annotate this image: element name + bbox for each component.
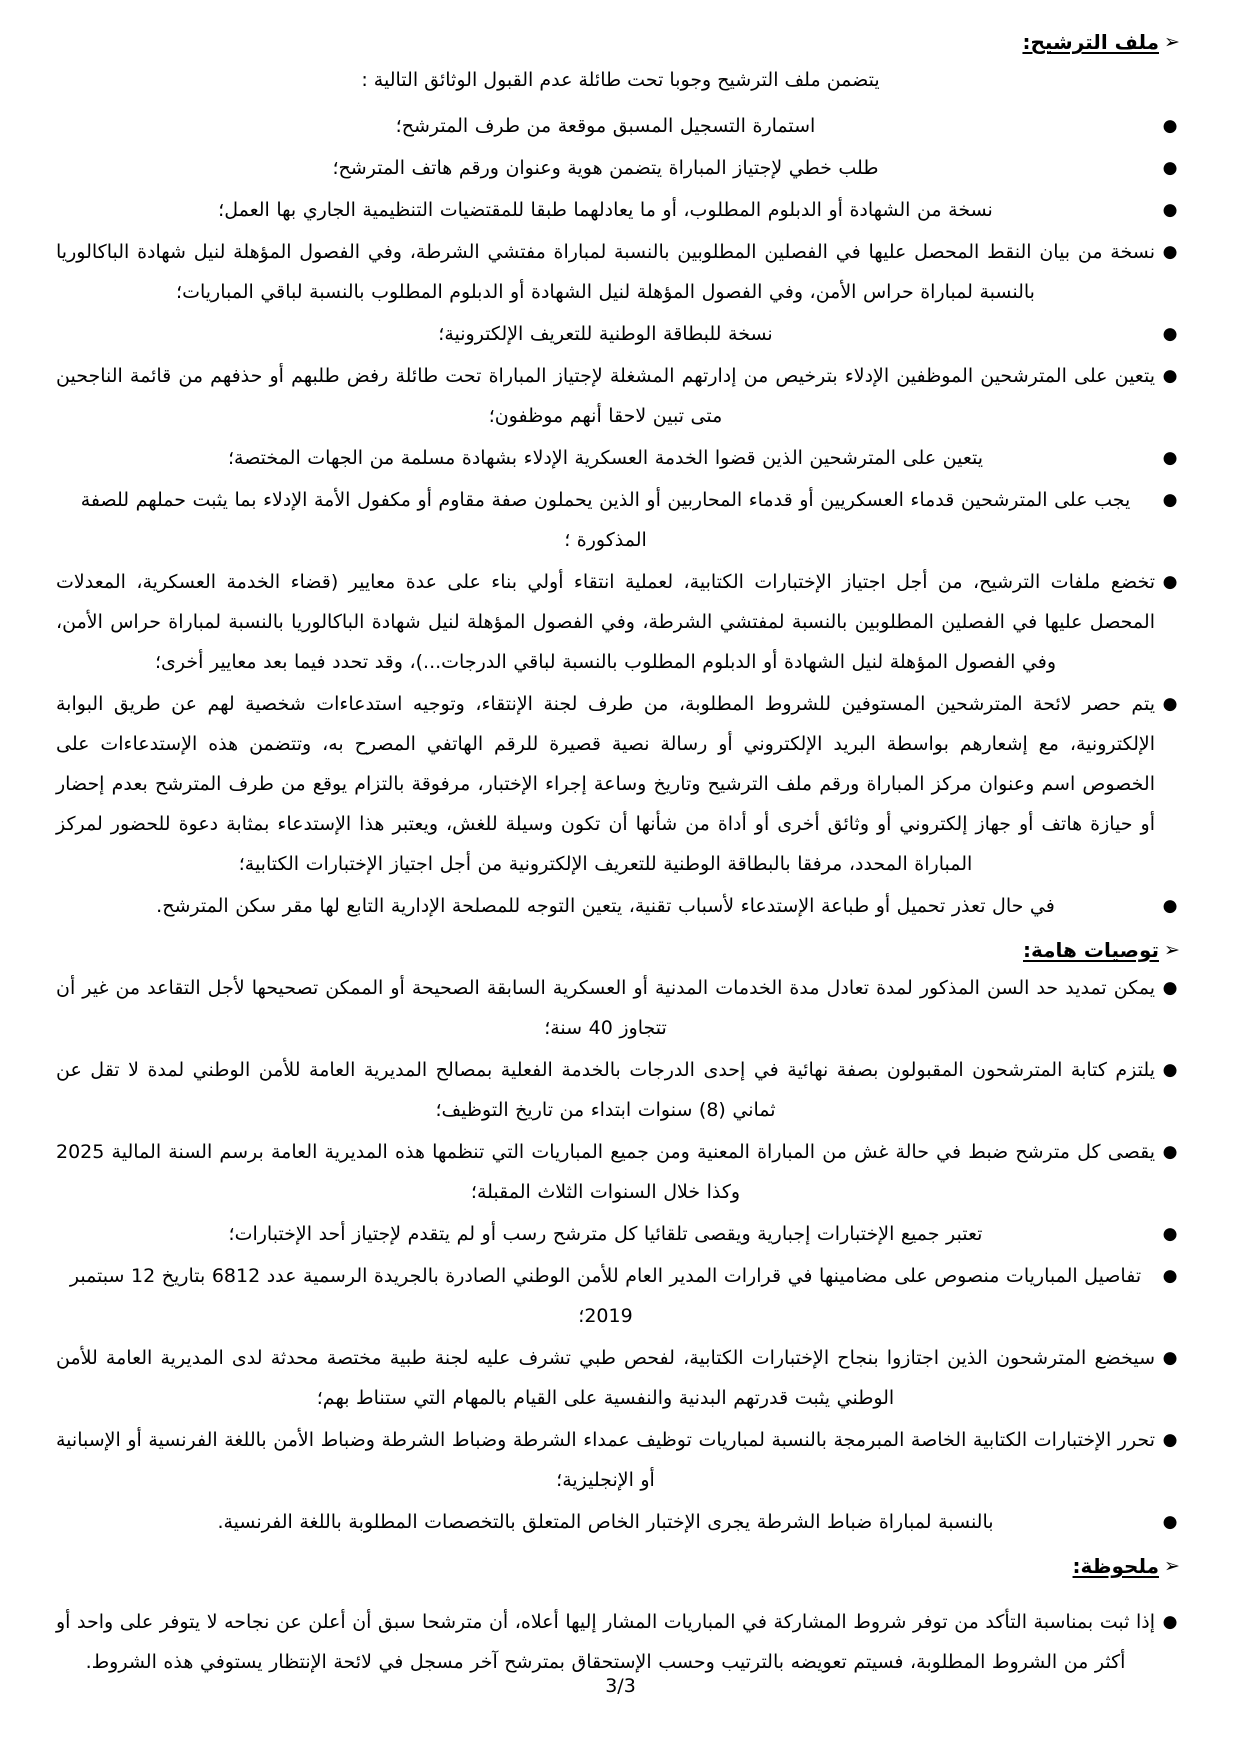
list-item — [56, 1420, 1185, 1500]
list-item-text: يتعين على المترشحين الذين قضوا الخدمة العسكرية الإدلاء بشهادة مسلمة من الجهات المختصة؛ — [227, 447, 983, 469]
list-item — [56, 356, 1185, 436]
bullet-icon: ● — [1162, 324, 1178, 344]
bullet-icon: ● — [1162, 366, 1178, 386]
bullet-icon: ● — [1162, 1612, 1178, 1632]
list-item-text: نسخة من بيان النقط المحصل عليها في الفصلين المطلوبين بالنسبة لمباراة مفتشي الشرطة، وفي الفصول المؤهلة لنيل شهادة الباكالوريا بالنسبة لمباراة حراس الأمن، وفي الفصول المؤهلة لنيل الشهادة أو الدبلوم المطلوب بالنسبة لباقي المباريات؛ — [56, 241, 1155, 303]
list-item-text: نسخة للبطاقة الوطنية للتعريف الإلكترونية؛ — [438, 323, 773, 345]
bullet-icon: ● — [1162, 448, 1178, 468]
list-item — [56, 886, 1185, 926]
list-item — [56, 1338, 1185, 1418]
bullet-icon: ● — [1162, 896, 1178, 916]
list-item-text: تفاصيل المباريات منصوص على مضامينها في قرارات المدير العام للأمن الوطني الصادرة بالجريدة الرسمية عدد 6812 بتاريخ 12 سبتمبر 2019؛ — [69, 1265, 1142, 1327]
bullet-icon: ● — [1162, 1512, 1178, 1532]
list-item — [56, 1256, 1185, 1336]
list-item — [56, 190, 1185, 230]
list-item-text: يجب على المترشحين قدماء العسكريين أو قدماء المحاربين أو الذين يحملون صفة مقاوم أو مكفول الأمة الإدلاء بما يثبت حملهم للصفة المذكورة ؛ — [80, 489, 1131, 551]
list-item — [56, 1602, 1185, 1682]
list-item-text: يتعين على المترشحين الموظفين الإدلاء بترخيص من إدارتهم المشغلة لإجتياز المباراة تحت طائلة رفض طلبهم أو حذفهم من قائمة الناجحين متى تبين لاحقا أنهم موظفون؛ — [56, 365, 1155, 427]
arrow-bullet-icon: ➢ — [1164, 939, 1180, 961]
list-item — [56, 438, 1185, 478]
section-heading-recommendations — [56, 936, 1185, 964]
list-item — [56, 1214, 1185, 1254]
section-heading-label: توصيات هامة: — [1023, 938, 1159, 962]
list-item — [56, 232, 1185, 312]
list-item-text: سيخضع المترشحون الذين اجتازوا بنجاح الإختبارات الكتابية، لفحص طبي تشرف عليه لجنة طبية مختصة محدثة لدى المديرية العامة للأمن الوطني يثبت قدرتهم البدنية والنفسية على القيام بالمهام التي ستناط بهم؛ — [56, 1347, 1155, 1409]
list-item — [56, 968, 1185, 1048]
list-item-text: تخضع ملفات الترشيح، من أجل اجتياز الإختبارات الكتابية، لعملية انتقاء أولي بناء على عدة معايير (قضاء الخدمة العسكرية، المعدلات المحصل عليها في الفصلين المطلوبين بالنسبة لمفتشي الشرطة، وفي الفصول المؤهلة لنيل شهادة الباكالوريا بالنسبة لمباراة حراس الأمن، وفي الفصول المؤهلة لنيل الشهادة أو الدبلوم المطلوب بالنسبة لباقي الدرجات...)، وقد تحدد فيما بعد معايير أخرى؛ — [56, 571, 1155, 673]
list-item-text: بالنسبة لمباراة ضباط الشرطة يجرى الإختبار الخاص المتعلق بالتخصصات المطلوبة باللغة الفرنسية. — [217, 1511, 994, 1533]
bullet-icon: ● — [1162, 1266, 1178, 1286]
page-number: 3/3 — [605, 1675, 636, 1697]
section-heading-note — [56, 1552, 1185, 1580]
list-item-text: في حال تعذر تحميل أو طباعة الإستدعاء لأسباب تقنية، يتعين التوجه للمصلحة الإدارية التابع لها مقر سكن المترشح. — [156, 895, 1055, 917]
list-item — [56, 1132, 1185, 1212]
bullet-icon: ● — [1162, 200, 1178, 220]
list-item-text: إذا ثبت بمناسبة التأكد من توفر شروط المشاركة في المباريات المشار إليها أعلاه، أن مترشحا سبق أن أعلن عن نجاحه لا يتوفر على واحد أو أكثر من الشروط المطلوبة، فسيتم تعويضه بالترتيب وحسب الإستحقاق بمترشح آخر مسجل في لائحة الإنتظار يستوفي هذه الشروط. — [56, 1611, 1155, 1673]
section-recommendations — [56, 936, 1185, 1542]
list-item — [56, 314, 1185, 354]
bullet-icon: ● — [1162, 572, 1178, 592]
section-heading-label: ملف الترشيح: — [1022, 30, 1159, 54]
bullet-icon: ● — [1162, 158, 1178, 178]
list-item-text: تعتبر جميع الإختبارات إجبارية ويقصى تلقائيا كل مترشح رسب أو لم يتقدم لإجتياز أحد الإختبارات؛ — [228, 1223, 983, 1245]
bullet-icon: ● — [1162, 116, 1178, 136]
section-note — [56, 1552, 1185, 1682]
list-item-text: طلب خطي لإجتياز المباراة يتضمن هوية وعنوان ورقم هاتف المترشح؛ — [332, 157, 879, 179]
bullet-icon: ● — [1162, 1060, 1178, 1080]
section-heading-label: ملحوظة: — [1072, 1554, 1159, 1578]
list-item — [56, 684, 1185, 884]
bullet-icon: ● — [1162, 242, 1178, 262]
bullet-icon: ● — [1162, 1430, 1178, 1450]
list-item-text: يلتزم كتابة المترشحون المقبولون بصفة نهائية في إحدى الدرجات بالخدمة الفعلية بمصالح المديرية العامة للأمن الوطني لمدة لا تقل عن ثماني (8) سنوات ابتداء من تاريخ التوظيف؛ — [56, 1059, 1155, 1121]
list-item-text: استمارة التسجيل المسبق موقعة من طرف المترشح؛ — [395, 115, 816, 137]
list-item — [56, 480, 1185, 560]
list-item — [56, 148, 1185, 188]
arrow-bullet-icon: ➢ — [1164, 1555, 1180, 1577]
section-intro-dossier: يتضمن ملف الترشيح وجوبا تحت طائلة عدم القبول الوثائق التالية : — [361, 69, 880, 91]
list-item-text: يقصى كل مترشح ضبط في حالة غش من المباراة المعنية ومن جميع المباريات التي تنظمها هذه المديرية العامة برسم السنة المالية 2025 وكذا خلال السنوات الثلاث المقبلة؛ — [56, 1141, 1155, 1203]
section-heading-dossier — [56, 28, 1185, 56]
bullet-icon: ● — [1162, 978, 1178, 998]
list-item-text: يمكن تمديد حد السن المذكور لمدة تعادل مدة الخدمات المدنية أو العسكرية السابقة الصحيحة أو الممكن تصحيحها لأجل التقاعد من غير أن تتجاوز 40 سنة؛ — [56, 977, 1155, 1039]
bullet-icon: ● — [1162, 1224, 1178, 1244]
bullet-icon: ● — [1162, 1348, 1178, 1368]
list-item — [56, 562, 1185, 682]
section-dossier — [56, 28, 1185, 926]
list-item — [56, 1502, 1185, 1542]
list-item-text: يتم حصر لائحة المترشحين المستوفين للشروط المطلوبة، من طرف لجنة الإنتقاء، وتوجيه استدعاءات شخصية لهم عن طريق البوابة الإلكترونية، مع إشعارهم بواسطة البريد الإلكتروني أو رسالة نصية قصيرة للرقم الهاتفي المصرح به، وتتضمن هذه الإستدعاءات على الخصوص اسم وعنوان مركز المباراة ورقم ملف الترشيح وتاريخ وساعة إجراء الإختبار، مرفوقة بالتزام يوقع من طرف المترشح بعدم إحضار أو حيازة هاتف أو جهاز إلكتروني أو وثائق أخرى أو أداة من شأنها أن تكون وسيلة للغش، ويعتبر هذا الإستدعاء بمثابة دعوة للحضور لمركز المباراة المحدد، مرفقا بالبطاقة الوطنية للتعريف الإلكترونية من أجل اجتياز الإختبارات الكتابية؛ — [56, 693, 1155, 875]
bullet-icon: ● — [1162, 1142, 1178, 1162]
list-item — [56, 106, 1185, 146]
list-item — [56, 1050, 1185, 1130]
bullet-icon: ● — [1162, 490, 1178, 510]
list-item-text: تحرر الإختبارات الكتابية الخاصة المبرمجة بالنسبة لمباريات توظيف عمداء الشرطة وضباط الشرطة وضباط الأمن باللغة الفرنسية أو الإسبانية أو الإنجليزية؛ — [56, 1429, 1155, 1491]
bullet-icon: ● — [1162, 694, 1178, 714]
arrow-bullet-icon: ➢ — [1164, 31, 1180, 53]
list-item-text: نسخة من الشهادة أو الدبلوم المطلوب، أو ما يعادلهما طبقا للمقتضيات التنظيمية الجاري بها العمل؛ — [218, 199, 993, 221]
